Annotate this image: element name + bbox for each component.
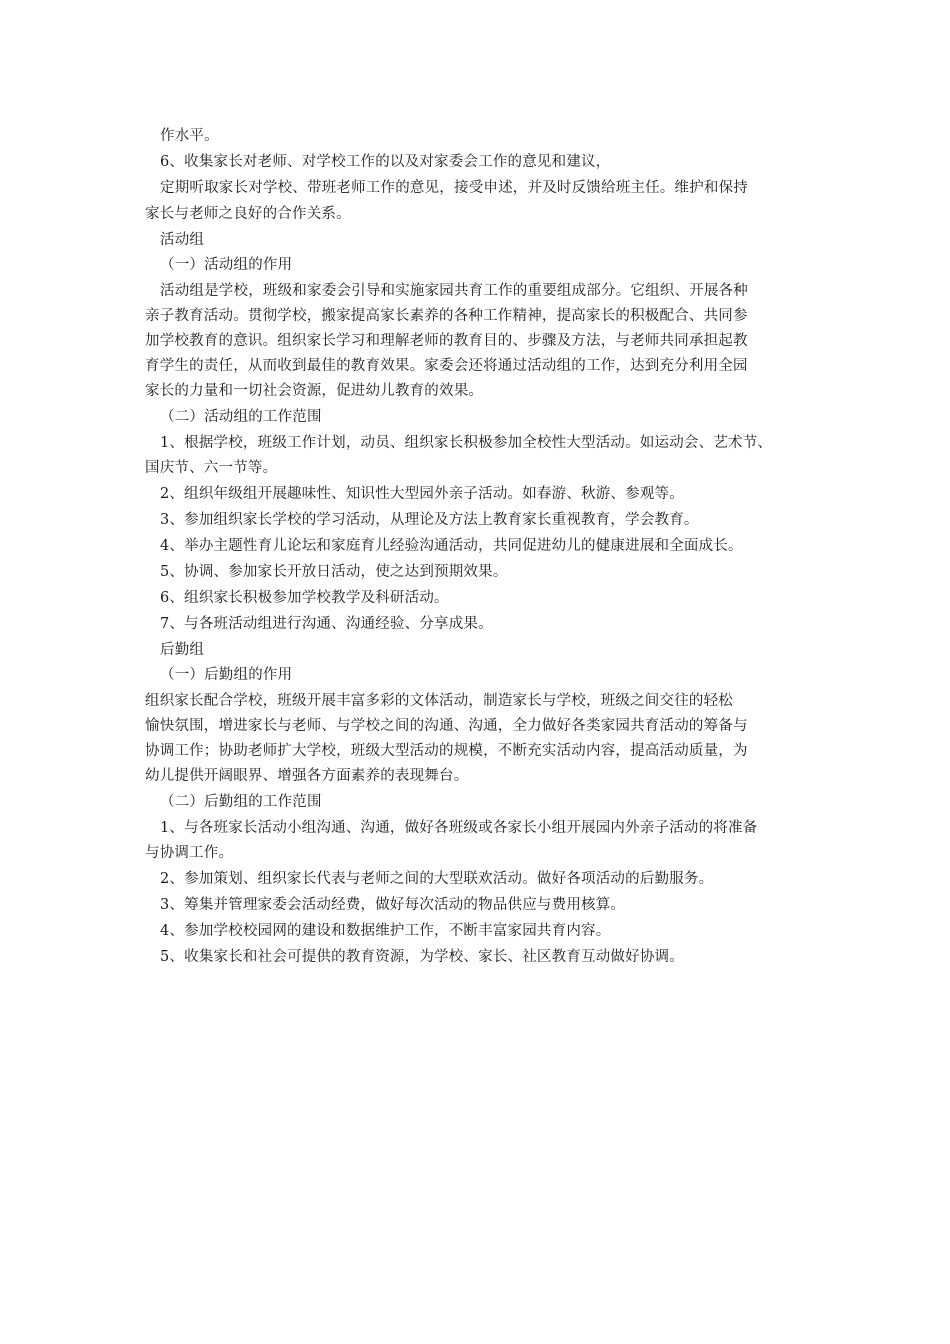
section-heading: 后勤组	[160, 642, 205, 658]
text-line: 作水平。	[160, 128, 219, 144]
text-line: 活动组是学校，班级和家委会引导和实施家园共育工作的重要组成部分。它组织、开展各种	[160, 283, 748, 299]
subsection-heading: （一）后勤组的作用	[160, 667, 293, 683]
text-line: 加学校教育的意识。组织家长学习和理解老师的教育目的、步骤及方法，与老师共同承担起教	[145, 333, 748, 349]
text-line: 3、参加组织家长学校的学习活动，从理论及方法上教育家长重视教育，学会教育。	[160, 512, 699, 528]
text-line: 5、收集家长和社会可提供的教育资源，为学校、家长、社区教育互动做好协调。	[160, 949, 684, 965]
text-line: 协调工作；协助老师扩大学校，班级大型活动的规模，不断充实活动内容，提高活动质量，为	[145, 743, 748, 759]
text-line: 4、举办主题性育儿论坛和家庭育儿经验沟通活动，共同促进幼儿的健康进展和全面成长。	[160, 538, 743, 554]
text-line: 1、根据学校，班级工作计划，动员、组织家长积极参加全校性大型活动。如运动会、艺术节、	[160, 435, 773, 451]
text-line: 育学生的责任，从而收到最佳的教育效果。家委会还将通过活动组的工作，达到充分利用全园	[145, 358, 748, 374]
text-line: 家长的力量和一切社会资源，促进幼儿教育的效果。	[145, 383, 484, 399]
text-line: 与协调工作。	[145, 845, 234, 861]
text-line: 2、组织年级组开展趣味性、知识性大型园外亲子活动。如春游、秋游、参观等。	[160, 486, 684, 502]
text-line: 家长与老师之良好的合作关系。	[145, 206, 351, 222]
subsection-heading: （二）后勤组的工作范围	[160, 794, 322, 810]
text-line: 愉快氛围，增进家长与老师、与学校之间的沟通、沟通，全力做好各类家园共育活动的筹备与	[145, 718, 748, 734]
text-line: 6、收集家长对老师、对学校工作的以及对家委会工作的意见和建议，	[160, 154, 611, 170]
text-line: 5、协调、参加家长开放日活动，使之达到预期效果。	[160, 564, 508, 580]
text-line: 6、组织家长积极参加学校教学及科研活动。	[160, 590, 449, 606]
text-line: 亲子教育活动。贯彻学校，搬家提高家长素养的各种工作精神，提高家长的积极配合、共同参	[145, 308, 748, 324]
text-line: 2、参加策划、组织家长代表与老师之间的大型联欢活动。做好各项活动的后勤服务。	[160, 871, 714, 887]
text-line: 3、筹集并管理家委会活动经费，做好每次活动的物品供应与费用核算。	[160, 897, 626, 913]
text-line: 1、与各班家长活动小组沟通、沟通，做好各班级或各家长小组开展园内外亲子活动的将准备	[160, 820, 758, 836]
section-heading: 活动组	[160, 232, 205, 248]
subsection-heading: （二）活动组的工作范围	[160, 409, 322, 425]
text-line: 定期听取家长对学校、带班老师工作的意见，接受申述，并及时反馈给班主任。维护和保持	[160, 180, 748, 196]
text-line: 国庆节、六一节等。	[145, 460, 278, 476]
text-line: 幼儿提供开阔眼界、增强各方面素养的表现舞台。	[145, 768, 469, 784]
text-line: 4、参加学校校园网的建设和数据维护工作，不断丰富家园共育内容。	[160, 923, 611, 939]
subsection-heading: （一）活动组的作用	[160, 257, 293, 273]
text-line: 7、与各班活动组进行沟通、沟通经验、分享成果。	[160, 616, 493, 632]
text-line: 组织家长配合学校，班级开展丰富多彩的文体活动，制造家长与学校，班级之间交往的轻松	[145, 693, 733, 709]
